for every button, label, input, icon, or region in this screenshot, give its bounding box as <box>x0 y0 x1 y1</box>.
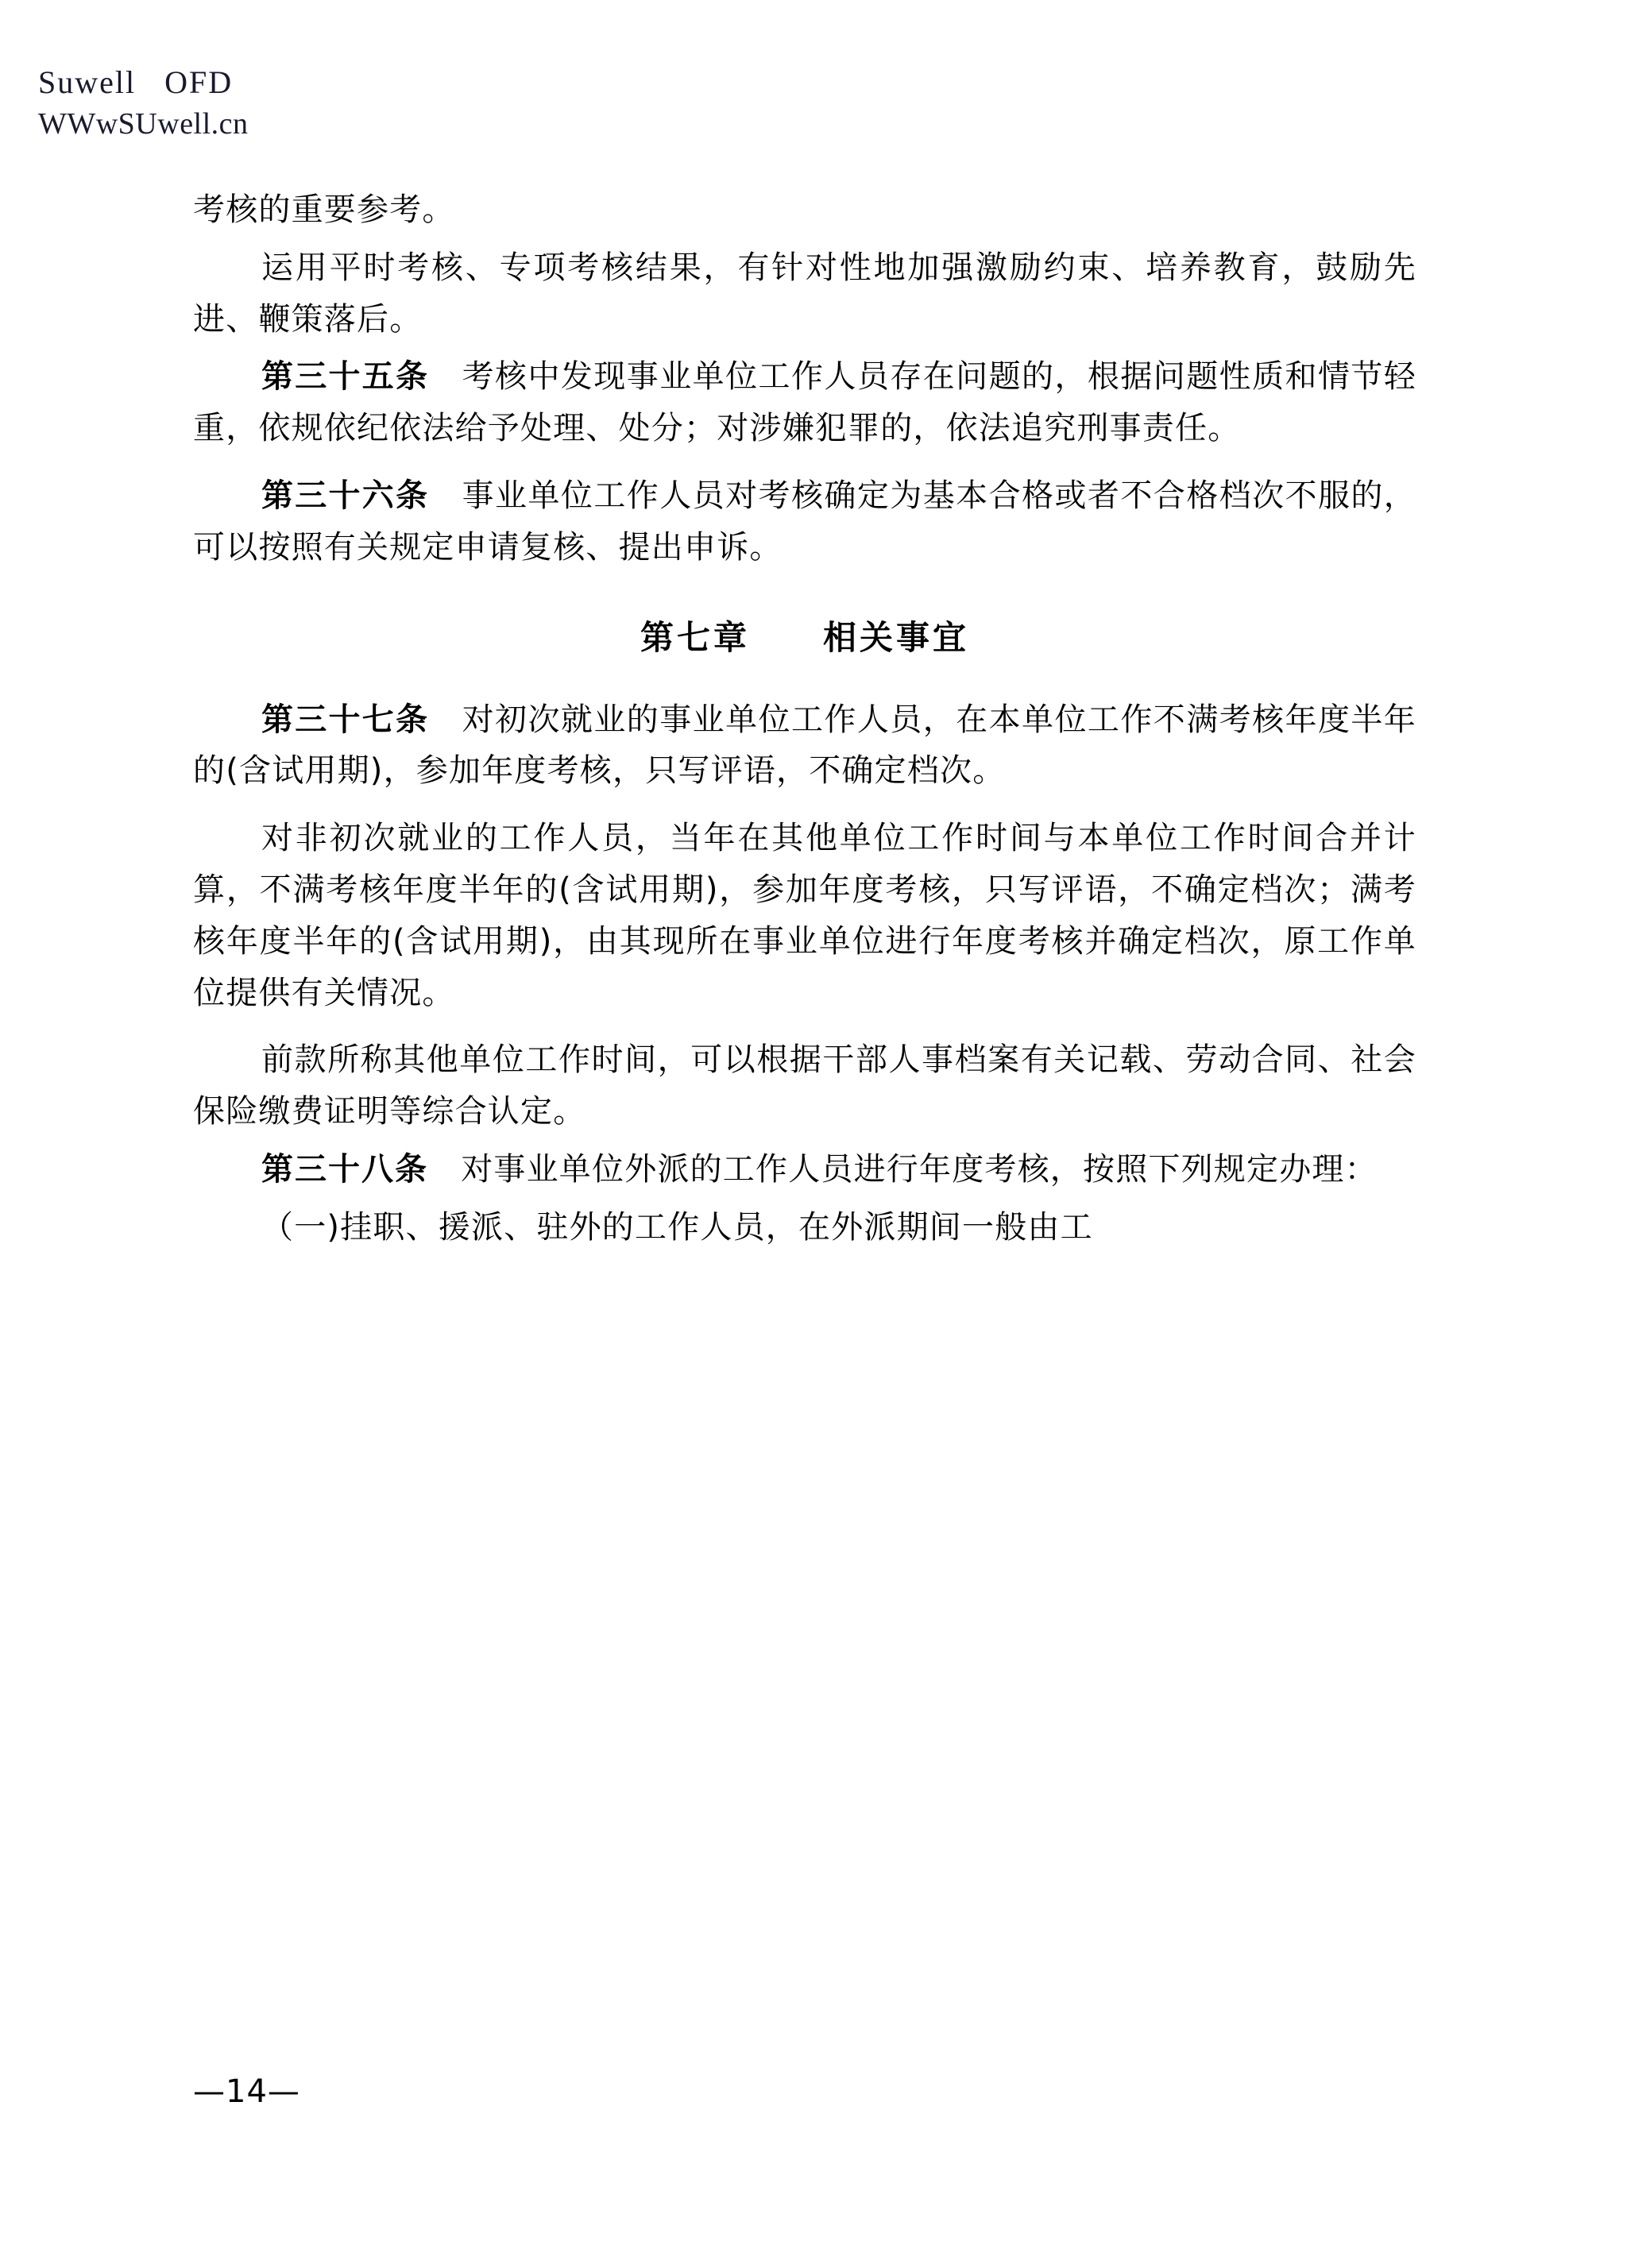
watermark-line-1: Suwell OFD <box>38 64 234 100</box>
paragraph-text: （一)挂职、援派、驻外的工作人员，在外派期间一般由工 <box>261 1208 1093 1246</box>
paragraph-article-38 <box>193 1144 1416 1196</box>
article-number: 第三十五条 <box>261 358 430 396</box>
article-number: 第三十八条 <box>261 1150 428 1188</box>
page-number: —14— <box>193 2073 300 2110</box>
paragraph-text: 前款所称其他单位工作时间，可以根据干部人事档案有关记载、劳动合同、社会保险缴费证明等综合认定。 <box>193 1041 1416 1130</box>
paragraph-article-35 <box>193 351 1416 454</box>
paragraph-text: 运用平时考核、专项考核结果，有针对性地加强激励约束、培养教育，鼓励先进、鞭策落后。 <box>193 249 1416 338</box>
article-number: 第三十七条 <box>261 701 430 738</box>
watermark-line-2: WWwSUwell.cn <box>38 106 249 141</box>
paragraph-item-1 <box>193 1202 1416 1254</box>
paragraph <box>193 242 1416 346</box>
paragraph <box>193 1034 1416 1138</box>
article-number: 第三十六条 <box>261 477 430 514</box>
chapter-title: 第七章 相关事宜 <box>640 617 969 657</box>
paragraph-text: 事业单位工作人员对考核确定为基本合格或者不合格档次不服的，可以按照有关规定申请复核、提出申诉。 <box>193 477 1417 566</box>
paragraph <box>193 184 1416 236</box>
paragraph-text: 对事业单位外派的工作人员进行年度考核，按照下列规定办理： <box>428 1150 1378 1188</box>
paragraph-article-37 <box>193 694 1416 798</box>
paragraph-article-36 <box>193 470 1416 574</box>
paragraph-text: 对初次就业的事业单位工作人员，在本单位工作不满考核年度半年的(含试用期)，参加年度考核，只写评语，不确定档次。 <box>193 701 1417 790</box>
paragraph-text: 考核的重要参考。 <box>193 191 455 228</box>
document-body <box>193 184 1416 1260</box>
watermark <box>38 62 249 144</box>
paragraph-text: 对非初次就业的工作人员，当年在其他单位工作时间与本单位工作时间合并计算，不满考核年度半年的(含试用期)，参加年度考核，只写评语，不确定档次；满考核年度半年的(含试用期)，由其现所在事业单位进行年度考核并确定档次，原工作单位提供有关情况。 <box>193 820 1416 1011</box>
paragraph <box>193 813 1416 1018</box>
paragraph-text: 考核中发现事业单位工作人员存在问题的，根据问题性质和情节轻重，依规依纪依法给予处理、处分；对涉嫌犯罪的，依法追究刑事责任。 <box>193 358 1417 447</box>
